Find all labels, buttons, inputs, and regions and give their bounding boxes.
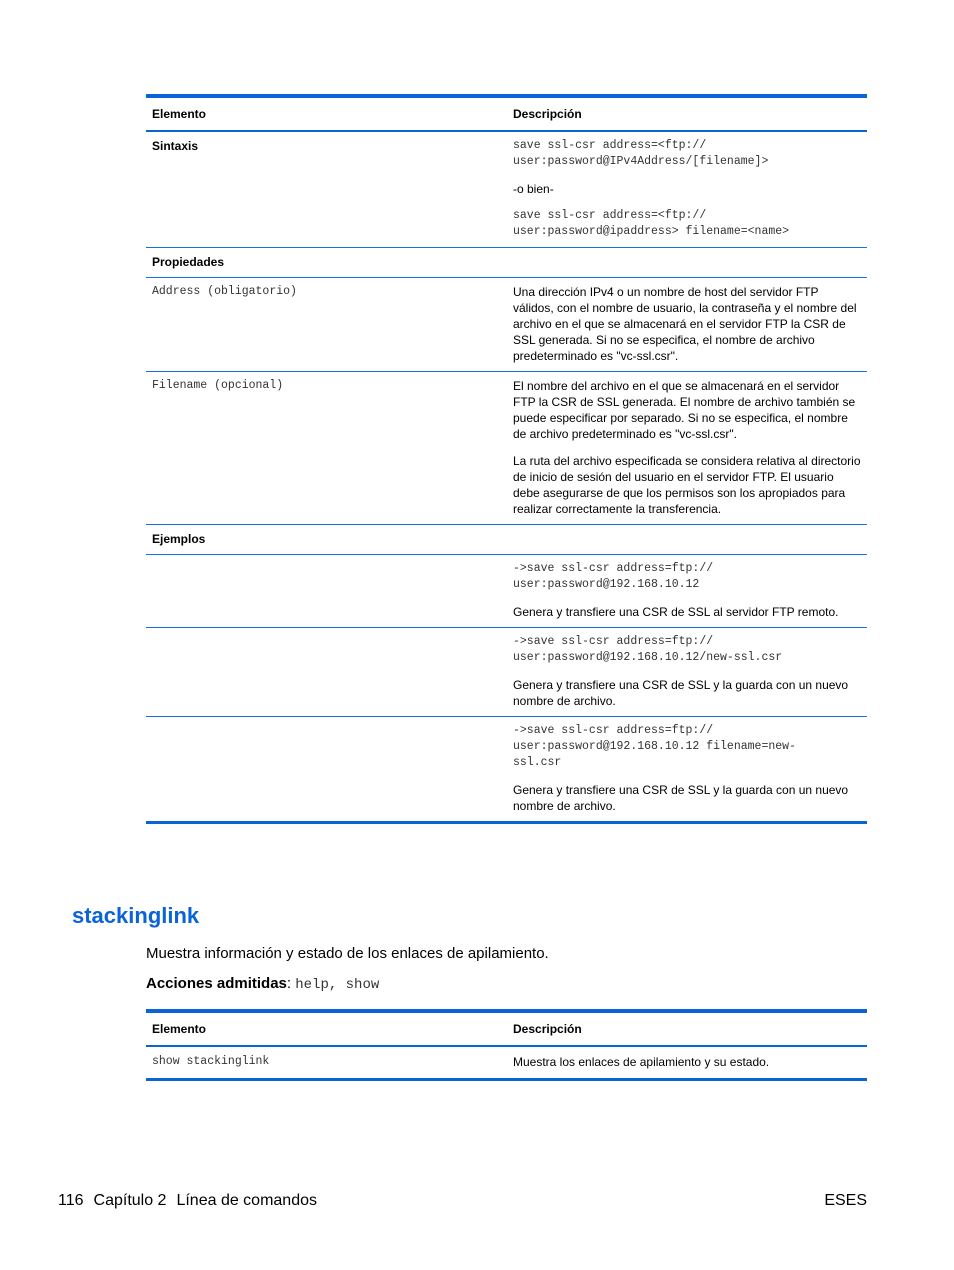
syntax-label: Sintaxis [146,131,507,248]
page-footer [58,1192,327,1210]
example-2-cell [507,628,867,717]
property-address-name: Address (obligatorio) [146,278,507,372]
table-row-example-2 [146,628,867,717]
section-description: Muestra información y estado de los enlaces de apilamiento. [146,945,549,962]
examples-label: Ejemplos [146,525,507,555]
section-title: stackinglink [72,903,200,928]
syntax-cell [507,131,867,248]
table-row-properties-heading [146,248,867,278]
header-description: Descripción [507,96,867,131]
supported-actions-label: Acciones admitidas [146,975,287,992]
example-3-code: ->save ssl-csr address=ftp:// user:password@192.168.10.12 filename=new- ssl.csr [513,724,796,769]
command-table-stackinglink [146,1009,867,1081]
example-3-cell [507,717,867,823]
example-3-desc: Genera y transfiere una CSR de SSL y la guarda con un nuevo nombre de archivo. [513,783,849,813]
syntax-or: -o bien- [513,182,554,196]
footer-locale: ESES [824,1192,867,1209]
syntax-code-2: save ssl-csr address=<ftp:// user:password@ipaddress> filename=<name> [513,209,790,238]
command-table-save-ssl-csr [146,94,867,824]
example-2-desc: Genera y transfiere una CSR de SSL y la guarda con un nuevo nombre de archivo. [513,678,849,708]
chapter-title: Línea de comandos [176,1192,317,1209]
table-header-row [146,96,867,131]
property-filename-desc-2: La ruta del archivo especificada se considera relativa al directorio de inicio de sesión del usuario en el servidor FTP. El usuario debe asegurarse de que los permisos son los apropiados para realizar correctamente la transferencia. [513,454,861,516]
supported-actions-value: help, show [295,977,380,993]
table-row [146,1046,867,1080]
stackinglink-desc: Muestra los enlaces de apilamiento y su estado. [507,1046,867,1080]
properties-label: Propiedades [146,248,507,278]
property-filename-cell [507,372,867,525]
table-row-address [146,278,867,372]
chapter-label: Capítulo 2 [93,1192,167,1209]
page-number: 116 [58,1192,84,1209]
property-address-desc: Una dirección IPv4 o un nombre de host del servidor FTP válidos, con el nombre de usuario, la contraseña y el nombre del archivo en el que se almacenará en el servidor FTP la CSR de SSL generada. Si no se especifica, el nombre de archivo predeterminado es "vc-ssl.csr". [507,278,867,372]
supported-actions-separator: : [286,975,296,992]
supported-actions [146,975,379,993]
example-1-code: ->save ssl-csr address=ftp:// user:password@192.168.10.12 [513,562,714,591]
stackinglink-element: show stackinglink [146,1046,507,1080]
example-1-cell [507,555,867,628]
example-2-code: ->save ssl-csr address=ftp:// user:password@192.168.10.12/new-ssl.csr [513,635,783,664]
table-row-syntax [146,131,867,248]
table-row-filename [146,372,867,525]
table-row-example-1 [146,555,867,628]
example-1-desc: Genera y transfiere una CSR de SSL al servidor FTP remoto. [513,605,839,619]
header-element: Elemento [146,96,507,131]
property-filename-desc-1: El nombre del archivo en el que se almacenará en el servidor FTP la CSR de SSL generada. El nombre de archivo también se puede especificar por separado. Si no se especifica, el nombre de archivo predeterminado es "vc-ssl.csr". [513,379,856,441]
syntax-code-1: save ssl-csr address=<ftp:// user:password@IPv4Address/[filename]> [513,139,769,168]
table-row-example-3 [146,717,867,823]
property-filename-name: Filename (opcional) [146,372,507,525]
table-header-row [146,1011,867,1046]
header-description: Descripción [507,1011,867,1046]
table-row-examples-heading [146,525,867,555]
header-element: Elemento [146,1011,507,1046]
